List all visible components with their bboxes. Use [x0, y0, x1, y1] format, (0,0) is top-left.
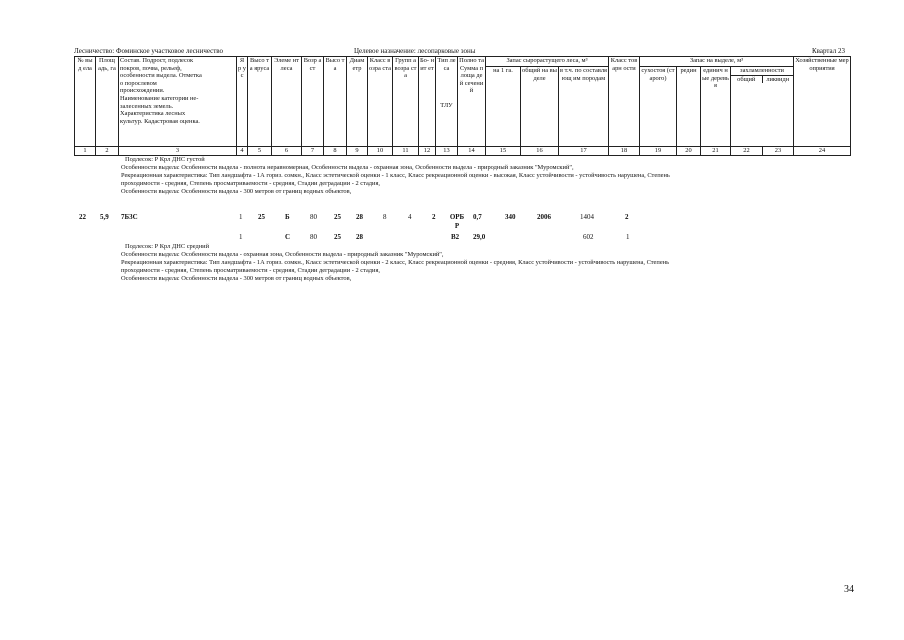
- col-header-clutter-liquid: ликвидн: [766, 75, 790, 83]
- col-header-age-class: Класс возра ста: [368, 57, 393, 147]
- col-header-composition: [119, 57, 237, 147]
- col-header-age-group: Групп а возра ста: [393, 57, 419, 147]
- cell-forest-type: В2: [451, 233, 460, 241]
- column-number: 20: [677, 147, 701, 156]
- description-line: Подлесок: Р Крл ДНС средний: [125, 243, 210, 250]
- col-header-commodity-class: Класс товарн ости: [609, 57, 640, 147]
- col-header-sparse: редин: [677, 67, 701, 147]
- col-group-growing-stock: [486, 57, 609, 67]
- column-number: 8: [324, 147, 347, 156]
- col-header-layer-height: Высо та яруса: [248, 57, 272, 147]
- cell-layer: 1: [239, 233, 243, 241]
- column-number: 11: [393, 147, 419, 156]
- column-number: 19: [640, 147, 677, 156]
- col-group-clutter: [731, 67, 794, 147]
- cell-diameter: 28: [356, 233, 363, 241]
- column-number: 2: [96, 147, 119, 156]
- description-line: Рекреационная характеристика: Тип ландшафта - 1А гориз. сомкн., Класс эстетической оценки - 2 класс, Класс рекреационной оценки - средняя, Класс устойчивости - устойчивость нарушена, Степень: [121, 259, 669, 266]
- cell-commodity-class: 2: [625, 213, 629, 221]
- column-number: 4: [237, 147, 248, 156]
- col-header-single-trees: единич ные деревья: [701, 67, 731, 147]
- register-table: [74, 56, 851, 156]
- column-number: 5: [248, 147, 272, 156]
- cell-stock-total: 2006: [537, 213, 551, 221]
- column-number: 22: [731, 147, 763, 156]
- col-group-plot-stock-label: Запас на выделе, м³: [689, 57, 744, 64]
- column-number: 12: [419, 147, 436, 156]
- description-line: Особенности выдела: Особенности выдела - 300 метров от границ водных объектов,: [121, 188, 352, 195]
- plot-number: 22: [79, 213, 86, 221]
- column-number: 7: [302, 147, 324, 156]
- cell-age: 80: [310, 233, 317, 241]
- col-header-age: Возр аст: [302, 57, 324, 147]
- column-number: 17: [559, 147, 609, 156]
- col-header-forest-type: [436, 57, 458, 147]
- col-header-management: Хозяйственные мероприятия: [794, 57, 851, 147]
- col-header-stock-total: общий на выделе: [521, 67, 559, 147]
- column-number: 1: [75, 147, 96, 156]
- column-number: 14: [458, 147, 486, 156]
- cell-layer: 1: [239, 213, 243, 221]
- column-number: 10: [368, 147, 393, 156]
- column-number: 18: [609, 147, 640, 156]
- col-group-plot-stock: [640, 57, 794, 67]
- plot-composition: 7Б3С: [121, 213, 138, 221]
- col-header-area: Площ адь, га: [96, 57, 119, 147]
- col-header-composition-line: покров, почва, рельеф,: [120, 64, 182, 72]
- description-line: Особенности выдела: Особенности выдела - полнота неравномерная, Особенности выдела - охранная зона, Особенности выдела - природный заказник "Муромский",: [121, 164, 574, 171]
- plot-description-block-2: [121, 243, 851, 283]
- cell-stock-by-species: 1404: [580, 213, 594, 221]
- col-header-composition-line: происхождении.: [120, 87, 165, 95]
- cell-element: С: [285, 233, 291, 241]
- col-header-composition-line: Состав. Подрост, подлесок: [120, 57, 194, 64]
- col-header-diameter: Диам етр: [347, 57, 368, 147]
- col-group-growing-stock-label: Запас сырорастущего леса, м³: [506, 57, 588, 64]
- column-number: 6: [272, 147, 302, 156]
- cell-stock-per-ha: 340: [505, 213, 516, 221]
- cell-age-class: 8: [383, 213, 387, 221]
- cell-age-group: 4: [408, 213, 412, 221]
- cell-bonitet: 2: [432, 213, 436, 221]
- cell-element: Б: [285, 213, 290, 221]
- col-header-plot-number: № выд ела: [75, 57, 96, 147]
- cell-forest-type: ОРБ Р: [449, 213, 465, 230]
- col-header-forest-type-top: Тип леса: [437, 57, 456, 72]
- col-header-height: Высо та: [324, 57, 347, 147]
- purpose-label: Целевое назначение: лесопарковые зоны: [354, 47, 476, 55]
- column-number: 13: [436, 147, 458, 156]
- cell-layer-height: 25: [258, 213, 265, 221]
- col-header-forest-type-spacer: [437, 72, 456, 102]
- column-number-row: [75, 147, 851, 156]
- plot-description-block-1: [121, 156, 851, 196]
- col-group-clutter-sub: [731, 76, 793, 84]
- description-line: Рекреационная характеристика: Тип ландшафта - 1А гориз. сомкн., Класс эстетической оценки - 1 класс, Класс рекреационной оценки - высокая, Класс устойчивости - устойчивость нарушена, Степень: [121, 172, 670, 179]
- column-number: 24: [794, 147, 851, 156]
- col-header-stock-per-ha: на 1 га.: [486, 67, 521, 147]
- col-header-composition-line: о пороcлевом: [120, 79, 157, 87]
- description-line: проходимости - средняя, Степень просматриваемости - средняя, Стадии деградации - 2 стадия,: [121, 180, 380, 187]
- cell-height: 25: [334, 233, 341, 241]
- col-header-forest-type-bottom: ТЛУ: [440, 102, 453, 110]
- column-number: 3: [119, 147, 237, 156]
- col-header-layer: Я р у с: [237, 57, 248, 147]
- col-header-composition-line: Характеристика лесных: [120, 110, 186, 118]
- col-group-clutter-label: захламленности: [731, 67, 793, 76]
- col-header-stock-by-species: в т.ч. по составляющ им породам: [559, 67, 609, 147]
- col-header-clutter-total: общий: [731, 76, 763, 84]
- page-number: 34: [844, 584, 854, 595]
- description-line: Особенности выдела: Особенности выдела - 300 метров от границ водных объектов,: [121, 275, 352, 282]
- column-number: 9: [347, 147, 368, 156]
- description-line: проходимости - средняя, Степень просматриваемости - средняя, Стадии деградации - 2 стадия,: [121, 267, 380, 274]
- col-header-composition-line: особенности выдела. Отметка: [120, 72, 202, 80]
- col-header-composition-line: залесенных земель.: [120, 102, 174, 110]
- description-line: Особенности выдела: Особенности выдела - охранная зона, Особенности выдела - природный заказник "Муромский",: [121, 251, 444, 258]
- plot-row-primary: [0, 213, 904, 230]
- plot-area: 5,9: [100, 213, 109, 221]
- forestry-name: Лесничество: Фоминское участковое лесничество: [74, 47, 224, 55]
- col-header-composition-line: культур. Кадастровая оценка.: [120, 117, 200, 125]
- col-header-forest-element: Элеме нт леса: [272, 57, 302, 147]
- cell-age: 80: [310, 213, 317, 221]
- cell-height: 25: [334, 213, 341, 221]
- cell-commodity-class: 1: [626, 233, 630, 241]
- column-number: 23: [763, 147, 794, 156]
- cell-stock-by-species: 602: [583, 233, 594, 241]
- quarter-label: Квартал 23: [812, 47, 845, 55]
- cell-density: 0,7: [473, 213, 482, 221]
- column-number: 15: [486, 147, 521, 156]
- col-header-bonitet: Бо- нит ет: [419, 57, 436, 147]
- column-number: 21: [701, 147, 731, 156]
- plot-row-secondary: [0, 233, 904, 243]
- col-header-dead-stock: сухостоя (старого): [640, 67, 677, 147]
- cell-diameter: 28: [356, 213, 363, 221]
- column-number: 16: [521, 147, 559, 156]
- col-header-composition-line: Наименование категории не-: [120, 94, 199, 102]
- col-header-density: Полно та Сумма площа дей сечени й: [458, 57, 486, 147]
- description-line: Подлесок: Р Крл ДНС густой: [125, 156, 205, 163]
- cell-density: 29,0: [473, 233, 486, 241]
